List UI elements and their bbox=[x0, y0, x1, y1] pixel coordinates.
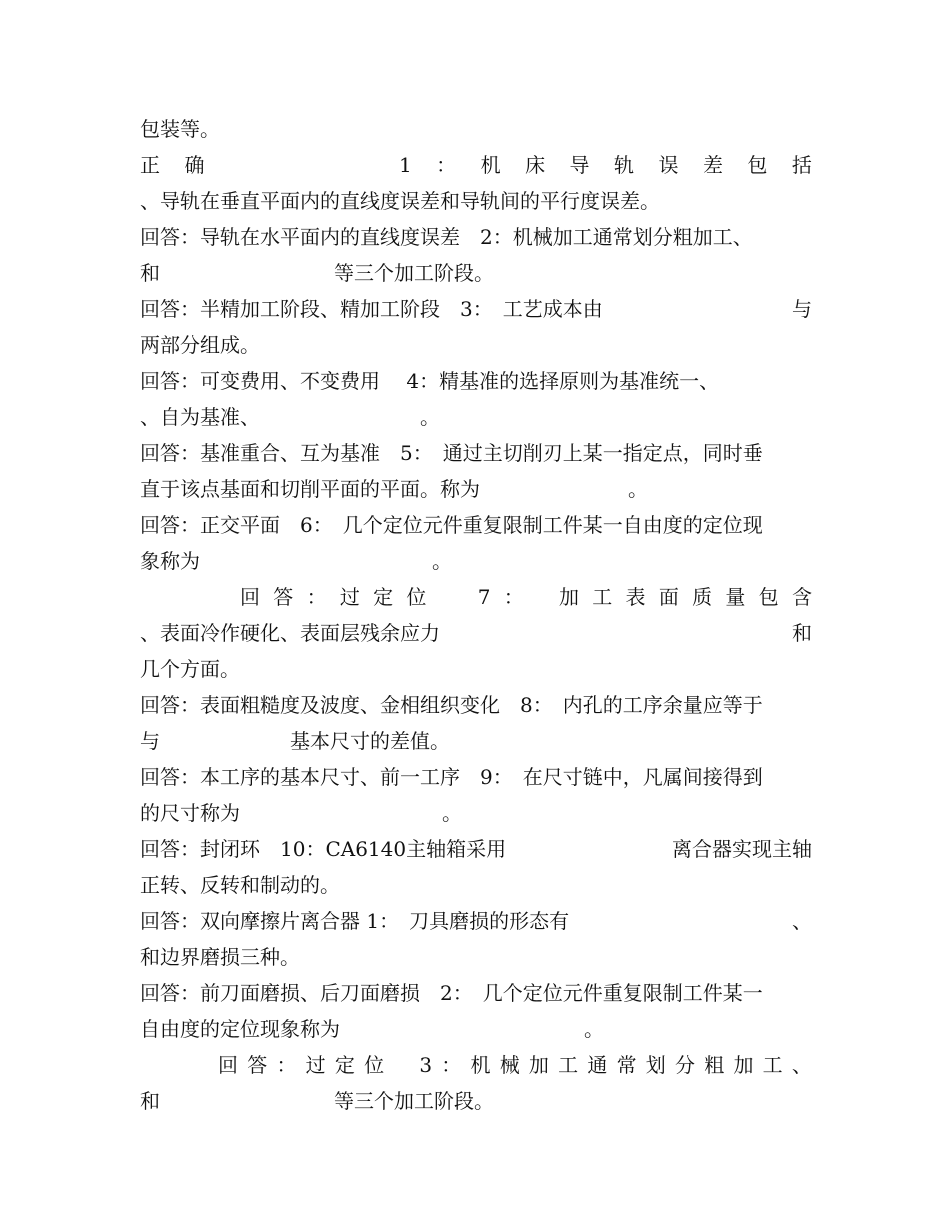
text-line: 、导轨在垂直平面内的直线度误差和导轨间的平行度误差。 bbox=[140, 189, 660, 213]
char: 分 bbox=[675, 1053, 696, 1077]
char: 定 bbox=[373, 585, 394, 609]
char: 面 bbox=[658, 585, 679, 609]
char: 划 bbox=[645, 1053, 666, 1077]
text-line: 回答：基准重合、互为基准 5： 通过主切削刃上某一指定点，同时垂 bbox=[140, 441, 763, 465]
text-segment: 等三个加工阶段。 bbox=[334, 261, 494, 285]
text-segment: 和 bbox=[140, 1089, 160, 1113]
text-segment: 回答：封闭环 10：CA6140主轴箱采用 bbox=[140, 837, 507, 861]
text-line: 回答：导轨在水平面内的直线度误差 2：机械加工通常划分粗加工、 bbox=[140, 225, 753, 249]
char: 1 bbox=[398, 153, 412, 177]
text-segment: 直于该点基面和切削平面的平面。称为 bbox=[140, 477, 480, 501]
text-segment: 、自为基准、 bbox=[140, 405, 260, 429]
text-segment: 自由度的定位现象称为 bbox=[140, 1017, 340, 1041]
text-line: 和边界磨损三种。 bbox=[140, 945, 300, 969]
text-segment: 的尺寸称为 bbox=[140, 801, 240, 825]
text-line bbox=[140, 1012, 812, 1046]
text-line-spaced bbox=[140, 148, 812, 182]
char: 包 bbox=[758, 585, 779, 609]
text-line bbox=[140, 544, 812, 578]
text-segment: 回答：双向摩擦片离合器 1： 刀具磨损的形态有 bbox=[140, 909, 570, 933]
text-segment: 基本尺寸的差值。 bbox=[290, 729, 450, 753]
text-line: 回答：表面粗糙度及波度、金相组织变化 8： 内孔的工序余量应等于 bbox=[140, 693, 763, 717]
text-line: 两部分组成。 bbox=[140, 333, 260, 357]
text-segment: 和 bbox=[140, 261, 160, 285]
char: 机 bbox=[480, 153, 501, 177]
char: 工 bbox=[762, 1053, 783, 1077]
char: 正 bbox=[140, 153, 160, 177]
char: 导 bbox=[569, 153, 590, 177]
char: 通 bbox=[587, 1053, 608, 1077]
text-segment: 与 bbox=[140, 729, 160, 753]
text-segment: 。 bbox=[584, 1017, 604, 1041]
text-segment: 。 bbox=[420, 405, 440, 429]
text-segment: 、表面冷作硬化、表面层残余应力 bbox=[140, 621, 440, 645]
char: 加 bbox=[558, 585, 579, 609]
char: 量 bbox=[725, 585, 746, 609]
char: 确 bbox=[184, 153, 205, 177]
text-segment: 。 bbox=[442, 801, 462, 825]
char: ： bbox=[436, 153, 457, 177]
text-line bbox=[140, 472, 812, 506]
char: 粗 bbox=[704, 1053, 725, 1077]
text-segment: 象称为 bbox=[140, 549, 200, 573]
text-line bbox=[140, 292, 812, 326]
char: ： bbox=[503, 585, 524, 609]
char: 7 bbox=[477, 585, 491, 609]
char: ： bbox=[441, 1053, 462, 1077]
text-segment: 、 bbox=[792, 909, 812, 933]
text-line bbox=[140, 832, 812, 866]
text-line bbox=[140, 256, 812, 290]
text-segment: 与 bbox=[792, 297, 812, 321]
text-line bbox=[140, 616, 812, 650]
char: 包 bbox=[747, 153, 768, 177]
char: 回 bbox=[218, 1053, 238, 1077]
text-line bbox=[140, 904, 812, 938]
text-line: 回答：可变费用、不变费用 4：精基准的选择原则为基准统一、 bbox=[140, 369, 720, 393]
char: 过 bbox=[305, 1053, 326, 1077]
text-line: 几个方面。 bbox=[140, 657, 240, 681]
char: 回 bbox=[240, 585, 260, 609]
text-line bbox=[140, 1084, 812, 1118]
char: 工 bbox=[592, 585, 613, 609]
char: 3 bbox=[419, 1053, 433, 1077]
text-line: 包装等。 bbox=[140, 117, 220, 141]
char: 加 bbox=[733, 1053, 754, 1077]
text-segment: 离合器实现主轴 bbox=[672, 837, 812, 861]
char: 加 bbox=[528, 1053, 549, 1077]
char: 、 bbox=[791, 1053, 812, 1077]
text-line: 回答：正交平面 6： 几个定位元件重复限制工件某一自由度的定位现 bbox=[140, 513, 763, 537]
char: 含 bbox=[791, 585, 812, 609]
char: 过 bbox=[339, 585, 360, 609]
text-line-spaced bbox=[240, 580, 812, 614]
char: 表 bbox=[625, 585, 646, 609]
text-line bbox=[140, 724, 812, 758]
char: 答 bbox=[273, 585, 294, 609]
text-segment: 。 bbox=[432, 549, 452, 573]
char: 床 bbox=[525, 153, 546, 177]
text-line bbox=[140, 400, 812, 434]
char: 定 bbox=[334, 1053, 355, 1077]
text-segment: 和 bbox=[792, 621, 812, 645]
text-segment: 回答：半精加工阶段、精加工阶段 3： 工艺成本由 bbox=[140, 297, 603, 321]
text-segment: 。 bbox=[628, 477, 648, 501]
char: ： bbox=[306, 585, 327, 609]
text-line-spaced bbox=[218, 1048, 812, 1082]
text-line: 正转、反转和制动的。 bbox=[140, 873, 340, 897]
char: 工 bbox=[558, 1053, 579, 1077]
char: 位 bbox=[364, 1053, 385, 1077]
text-line: 回答：本工序的基本尺寸、前一工序 9： 在尺寸链中，凡属间接得到 bbox=[140, 765, 763, 789]
char: 括 bbox=[791, 153, 812, 177]
char: 答 bbox=[247, 1053, 268, 1077]
char: ： bbox=[276, 1053, 297, 1077]
text-segment: 等三个加工阶段。 bbox=[334, 1089, 494, 1113]
char: 质 bbox=[692, 585, 713, 609]
char: 机 bbox=[470, 1053, 491, 1077]
text-line bbox=[140, 796, 812, 830]
text-line: 回答：前刀面磨损、后刀面磨损 2： 几个定位元件重复限制工件某一 bbox=[140, 981, 763, 1005]
char: 械 bbox=[499, 1053, 520, 1077]
char: 常 bbox=[616, 1053, 637, 1077]
char: 位 bbox=[406, 585, 427, 609]
char: 差 bbox=[702, 153, 723, 177]
char: 轨 bbox=[614, 153, 635, 177]
char: 误 bbox=[658, 153, 679, 177]
